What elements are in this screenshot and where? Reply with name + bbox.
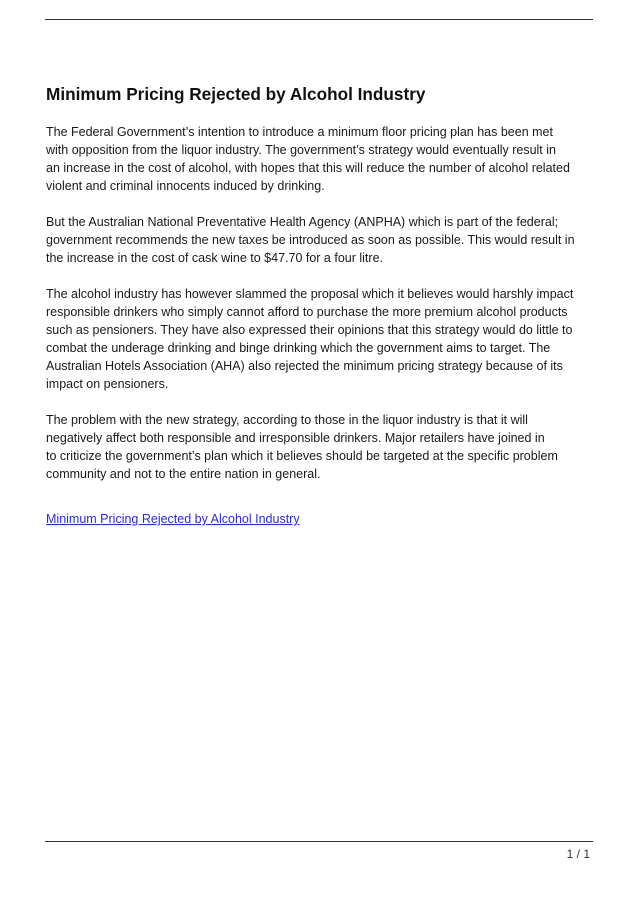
paragraph-line: negatively affect both responsible and irresponsible drinkers. Major retailers have joined in [46,431,545,445]
footer-divider [45,841,593,842]
paragraph-line: community and not to the entire nation in general. [46,467,321,481]
paragraph-line: an increase in the cost of alcohol, with hopes that this will reduce the number of alcohol related [46,161,570,175]
header-divider [45,19,593,20]
article-title: Minimum Pricing Rejected by Alcohol Industry [46,84,426,104]
paragraph-line: The problem with the new strategy, according to those in the liquor industry is that it will [46,413,528,427]
paragraph-line: impact on pensioners. [46,377,169,391]
paragraph-line: to criticize the government’s plan which it believes should be targeted at the specific problem [46,449,558,463]
paragraph-line: The Federal Government’s intention to introduce a minimum floor pricing plan has been met [46,125,553,139]
paragraph-line: government recommends the new taxes be introduced as soon as possible. This would result in [46,233,575,247]
paragraph-line: responsible drinkers who simply cannot afford to purchase the more premium alcohol products [46,305,568,319]
paragraph-3 [46,285,596,393]
paragraph-line: Australian Hotels Association (AHA) also rejected the minimum pricing strategy because of its [46,359,563,373]
paragraph-line: combat the underage drinking and binge drinking which the government aims to target. The [46,341,551,355]
paragraph-2 [46,213,596,267]
page-number: 1 / 1 [566,847,590,861]
paragraph-line: the increase in the cost of cask wine to $47.70 for a four litre. [46,251,383,265]
paragraph-line: But the Australian National Preventative Health Agency (ANPHA) which is part of the federal; [46,215,559,229]
source-link[interactable]: Minimum Pricing Rejected by Alcohol Industry [46,512,300,526]
article [46,82,596,528]
paragraph-line: such as pensioners. They have also expressed their opinions that this strategy would do little to [46,323,573,337]
paragraph-line: The alcohol industry has however slammed the proposal which it believes would harshly impact [46,287,574,301]
paragraph-line: with opposition from the liquor industry. The government’s strategy would eventually result in [46,143,556,157]
paragraph-1 [46,123,596,195]
paragraph-4 [46,411,596,483]
paragraph-line: violent and criminal innocents induced by drinking. [46,179,325,193]
